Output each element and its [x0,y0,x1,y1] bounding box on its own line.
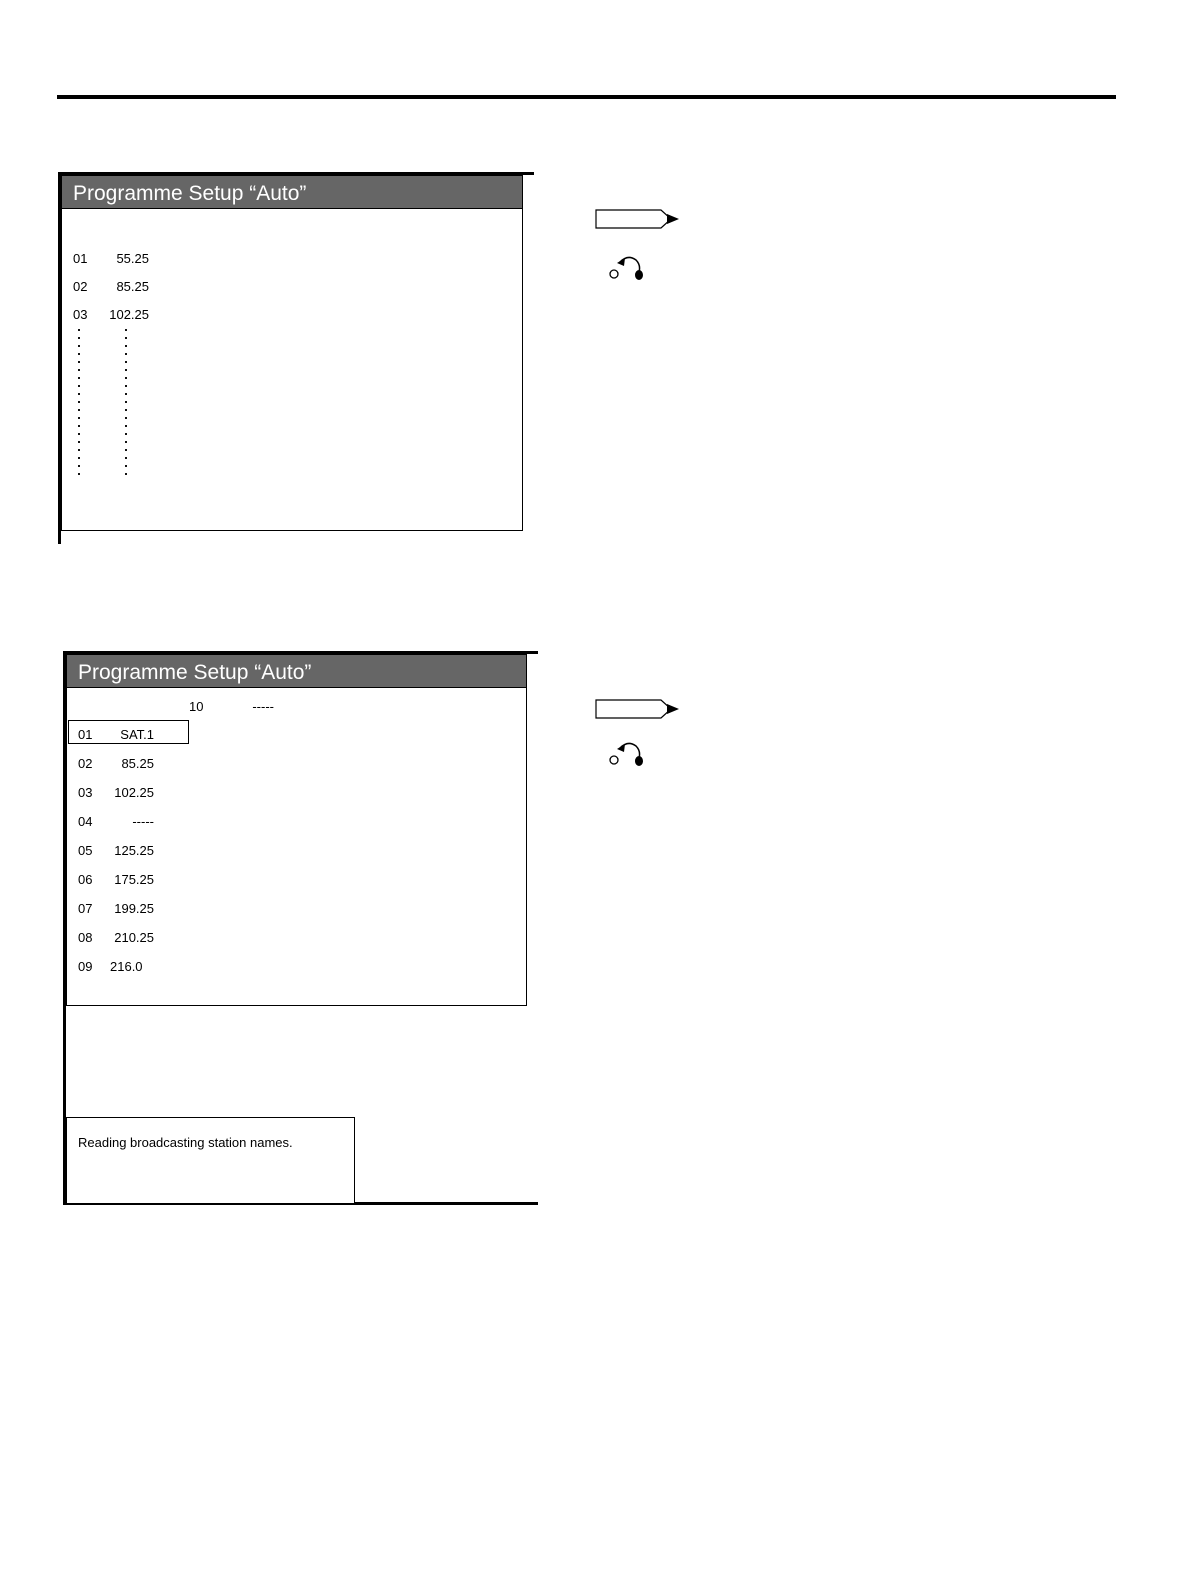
panel-1-screen: Programme Setup “Auto” 01 55.25 02 85.25 03 102.25 [61,175,523,531]
continuation-dots-frequency [125,326,127,478]
panel-2-screen: Programme Setup “Auto” 10 ----- 01 SAT.1 02 85.25 03 102.25 04 ----- 05 125.25 06 175.25 07 199.25 08 210.25 09 216.0 [66,654,527,1006]
status-message-box [66,1117,355,1203]
arrow-tag-icon [595,208,687,230]
page-top-rule [57,95,1116,99]
status-message: Reading broadcasting station names. [78,1135,293,1150]
panel-1-title: Programme Setup “Auto” [62,176,522,209]
panel-2-title: Programme Setup “Auto” [67,655,526,688]
return-icon [608,254,648,282]
continuation-dots-number [78,326,80,478]
arrow-tag-icon [595,698,687,720]
return-icon [608,740,648,768]
